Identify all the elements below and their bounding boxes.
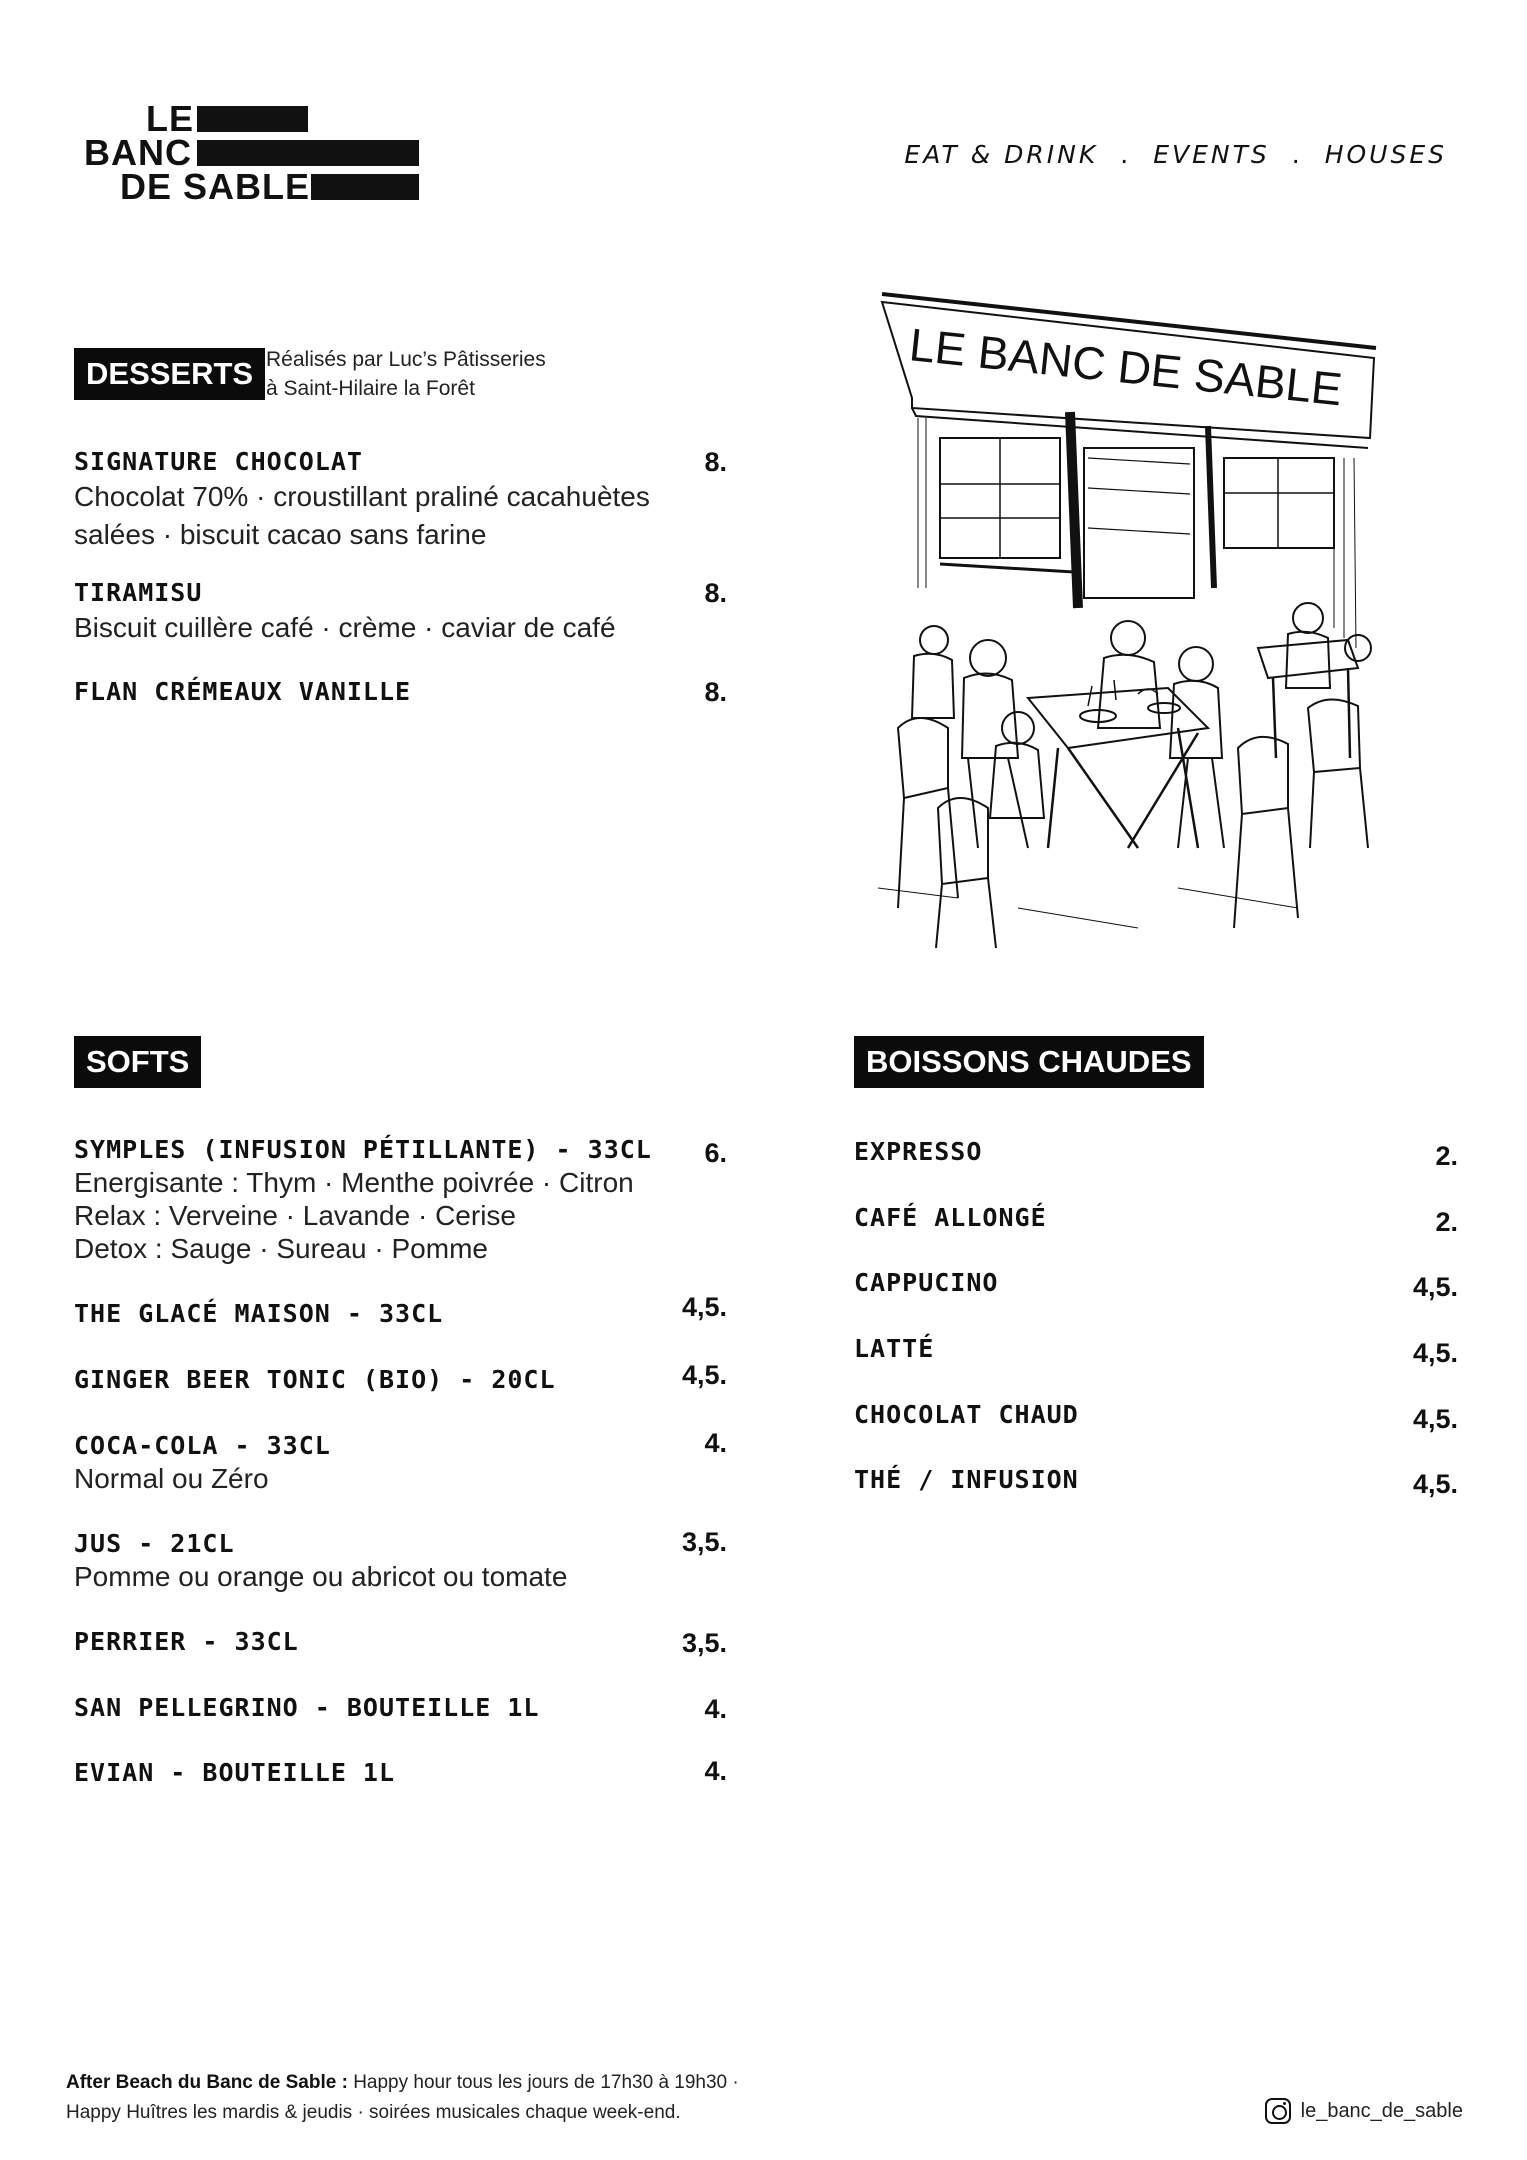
- item-price: 3,5.: [681, 1527, 727, 1557]
- dessert-item: [74, 676, 411, 708]
- item-name: JUS - 21CL: [74, 1529, 235, 1558]
- item-price: 4.: [704, 1756, 727, 1786]
- hot-drink-item: [854, 1267, 998, 1299]
- instagram-handle: le_banc_de_sable: [1300, 2099, 1463, 2122]
- item-name: SYMPLES (INFUSION PÉTILLANTE) - 33CL: [74, 1135, 652, 1164]
- item-name: EVIAN - BOUTEILLE 1L: [74, 1758, 396, 1787]
- soft-item: [74, 1692, 540, 1724]
- item-price: 4,5.: [1412, 1469, 1458, 1499]
- footer-title: After Beach du Banc de Sable :: [66, 2072, 348, 2093]
- hot-drink-item: [854, 1399, 1079, 1431]
- instagram-link[interactable]: [1265, 2098, 1463, 2124]
- item-name: COCA-COLA - 33CL: [74, 1431, 331, 1460]
- cafe-terrace-illustration: [878, 288, 1390, 948]
- desserts-note-line-2: à Saint-Hilaire la Forêt: [266, 377, 475, 400]
- soft-item: [74, 1134, 652, 1265]
- hot-drink-item: [854, 1202, 1047, 1234]
- illustration-sign-text: LE BANC DE SABLE: [906, 318, 1345, 416]
- logo-word-de-sable: DE SABLE: [120, 166, 311, 207]
- item-description: Biscuit cuillère café · crème · caviar de café: [74, 612, 616, 643]
- item-description: Relax : Verveine · Lavande · Cerise: [74, 1200, 516, 1231]
- desserts-note-line-1: Réalisés par Luc’s Pâtisseries: [266, 348, 546, 371]
- logo-row-1: [146, 98, 195, 139]
- item-price: 3,5.: [681, 1628, 727, 1658]
- softs-title: SOFTS: [74, 1036, 201, 1088]
- hot-drink-item: [854, 1464, 1079, 1496]
- item-name: CAFÉ ALLONGÉ: [854, 1203, 1047, 1232]
- desserts-note: [266, 345, 546, 403]
- item-price: 8.: [704, 447, 727, 477]
- item-name: THE GLACÉ MAISON - 33CL: [74, 1299, 444, 1328]
- logo-row-3: [120, 166, 311, 207]
- item-description: Chocolat 70% · croustillant praliné cacahuètes: [74, 481, 650, 512]
- item-price: 4.: [704, 1694, 727, 1724]
- item-description: Detox : Sauge · Sureau · Pomme: [74, 1233, 488, 1264]
- item-name: GINGER BEER TONIC (BIO) - 20CL: [74, 1365, 556, 1394]
- instagram-icon: [1265, 2098, 1291, 2124]
- soft-item: [74, 1626, 299, 1658]
- top-nav: [904, 140, 1447, 169]
- nav-separator: .: [1120, 140, 1132, 169]
- soft-item: [74, 1298, 443, 1330]
- footer-text: Happy hour tous les jours de 17h30 à 19h30 ·: [353, 2072, 739, 2093]
- item-price: 4.: [704, 1428, 727, 1458]
- item-price: 4,5.: [1412, 1404, 1458, 1434]
- desserts-title: DESSERTS: [74, 348, 265, 400]
- footer-line-1: [66, 2068, 739, 2098]
- logo-bar-3: [311, 174, 419, 200]
- item-price: 8.: [704, 677, 727, 707]
- hot-drink-item: [854, 1136, 982, 1168]
- soft-item: [74, 1757, 395, 1789]
- logo-bar-2: [197, 140, 419, 166]
- soft-item: [74, 1430, 331, 1495]
- item-name: LATTÉ: [854, 1334, 935, 1363]
- nav-item-houses[interactable]: HOUSES: [1324, 140, 1447, 169]
- item-description: Energisante : Thym · Menthe poivrée · Citron: [74, 1167, 634, 1198]
- item-name: EXPRESSO: [854, 1137, 983, 1166]
- hot-drinks-title: BOISSONS CHAUDES: [854, 1036, 1204, 1088]
- dessert-item: [74, 577, 616, 647]
- item-price: 4,5.: [681, 1292, 727, 1322]
- logo-row-2: [84, 132, 192, 173]
- soft-item: [74, 1364, 556, 1396]
- item-name: CHOCOLAT CHAUD: [854, 1400, 1079, 1429]
- hot-drink-item: [854, 1333, 934, 1365]
- logo-word-banc: BANC: [84, 132, 192, 173]
- item-description: salées · biscuit cacao sans farine: [74, 519, 487, 550]
- item-price: 4,5.: [1412, 1338, 1458, 1368]
- footer-line-2: Happy Huîtres les mardis & jeudis · soirées musicales chaque week-end.: [66, 2102, 681, 2123]
- item-price: 4,5.: [1412, 1272, 1458, 1302]
- item-price: 4,5.: [681, 1360, 727, 1390]
- logo-word-le: LE: [146, 98, 195, 139]
- nav-item-eat-drink[interactable]: EAT & DRINK: [904, 140, 1099, 169]
- nav-item-events[interactable]: EVENTS: [1153, 140, 1270, 169]
- item-price: 6.: [704, 1138, 727, 1168]
- item-name: THÉ / INFUSION: [854, 1465, 1079, 1494]
- item-name: TIRAMISU: [74, 578, 203, 607]
- item-price: 2.: [1435, 1207, 1458, 1237]
- item-price: 2.: [1435, 1141, 1458, 1171]
- soft-item: [74, 1528, 567, 1593]
- item-name: SIGNATURE CHOCOLAT: [74, 447, 363, 476]
- logo-bar-1: [197, 106, 308, 132]
- nav-separator: .: [1291, 140, 1303, 169]
- item-name: FLAN CRÉMEAUX VANILLE: [74, 677, 412, 706]
- item-name: PERRIER - 33CL: [74, 1627, 299, 1656]
- item-name: SAN PELLEGRINO - BOUTEILLE 1L: [74, 1693, 540, 1722]
- dessert-item: [74, 446, 650, 554]
- item-description: Normal ou Zéro: [74, 1463, 269, 1494]
- footer-note: [66, 2068, 739, 2128]
- item-name: CAPPUCINO: [854, 1268, 999, 1297]
- item-price: 8.: [704, 578, 727, 608]
- item-description: Pomme ou orange ou abricot ou tomate: [74, 1561, 568, 1592]
